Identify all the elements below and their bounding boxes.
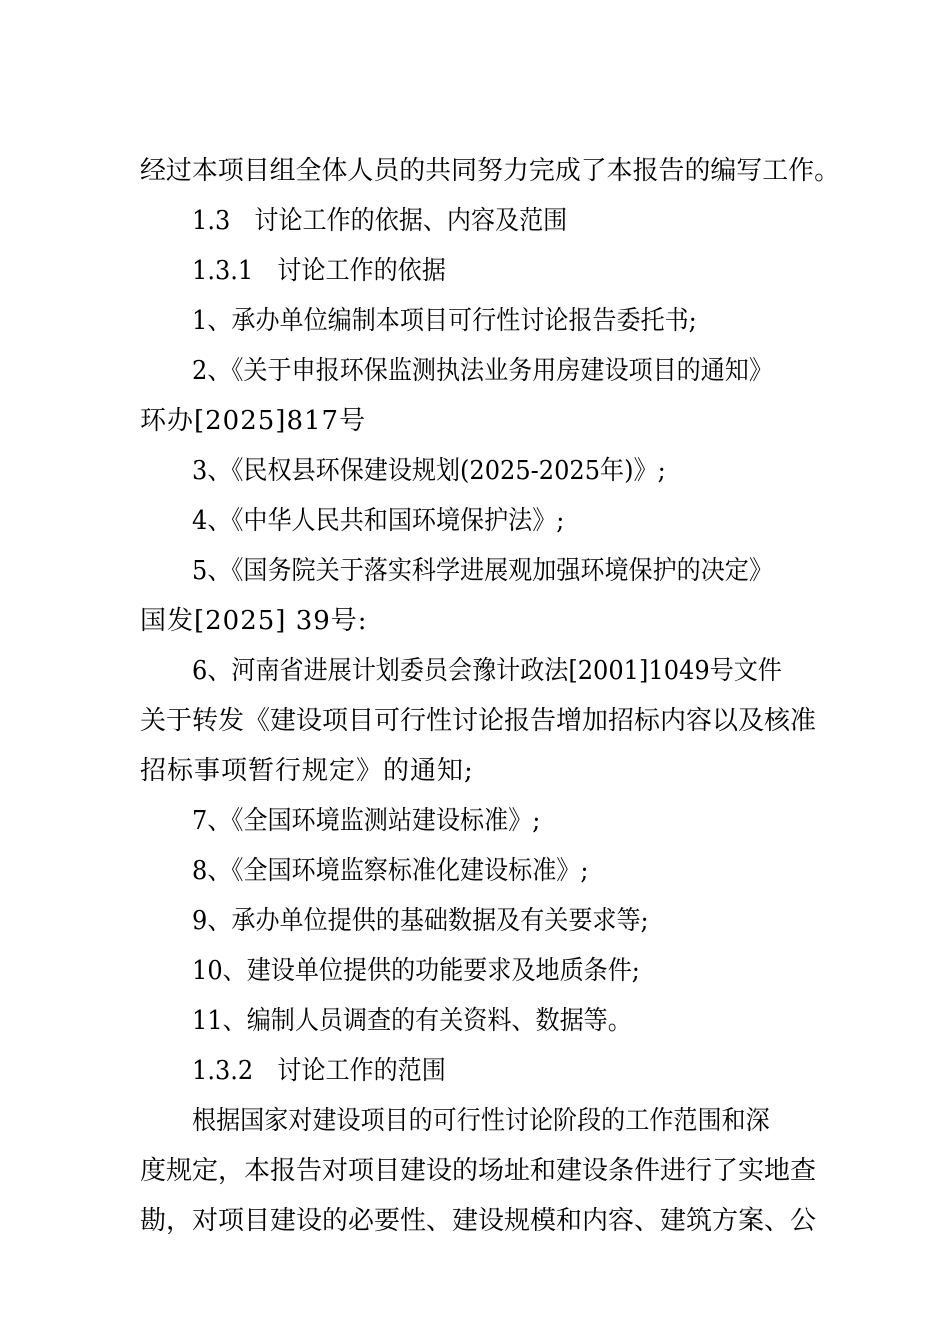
subsection-heading: 1.3.2 讨论工作的范围 [192, 1056, 446, 1086]
subsection-heading: 1.3.1 讨论工作的依据 [192, 256, 446, 286]
paragraph-line: 根据国家对建设项目的可行性讨论阶段的工作范围和深 [192, 1106, 770, 1136]
section-heading: 1.3 讨论工作的依据、内容及范围 [192, 206, 568, 236]
paragraph-line: 经过本项目组全体人员的共同努力完成了本报告的编写工作。 [140, 156, 841, 186]
list-item: 11、编制人员调查的有关资料、数据等。 [192, 1006, 632, 1036]
list-item: 7、《全国环境监测站建设标准》; [192, 806, 541, 836]
list-item: 3、《民权县环保建设规划(2025-2025年)》; [192, 456, 666, 486]
list-item: 1、承办单位编制本项目可行性讨论报告委托书; [192, 306, 697, 336]
list-item: 9、承办单位提供的基础数据及有关要求等; [192, 906, 649, 936]
list-item: 8、《全国环境监察标准化建设标准》; [192, 856, 589, 886]
list-item-continuation: 关于转发《建设项目可行性讨论报告增加招标内容以及核准 [140, 706, 817, 736]
list-item: 5、《国务院关于落实科学进展观加强环境保护的决定》 [192, 556, 773, 586]
list-item: 6、河南省进展计划委员会豫计政法[2001]1049号文件 [192, 656, 782, 686]
list-item-continuation: 环办[2025]817号 [140, 406, 367, 436]
list-item: 4、《中华人民共和国环境保护法》; [192, 506, 565, 536]
list-item: 2、《关于申报环保监测执法业务用房建设项目的通知》 [192, 356, 773, 386]
list-item: 10、建设单位提供的功能要求及地质条件; [192, 956, 640, 986]
list-item-continuation: 招标事项暂行规定》的通知; [140, 756, 474, 786]
list-item-continuation: 国发[2025] 39号: [140, 606, 368, 636]
paragraph-line: 度规定，本报告对项目建设的场址和建设条件进行了实地查 [140, 1156, 817, 1186]
paragraph-line: 勘，对项目建设的必要性、建设规模和内容、建筑方案、公 [140, 1206, 817, 1236]
